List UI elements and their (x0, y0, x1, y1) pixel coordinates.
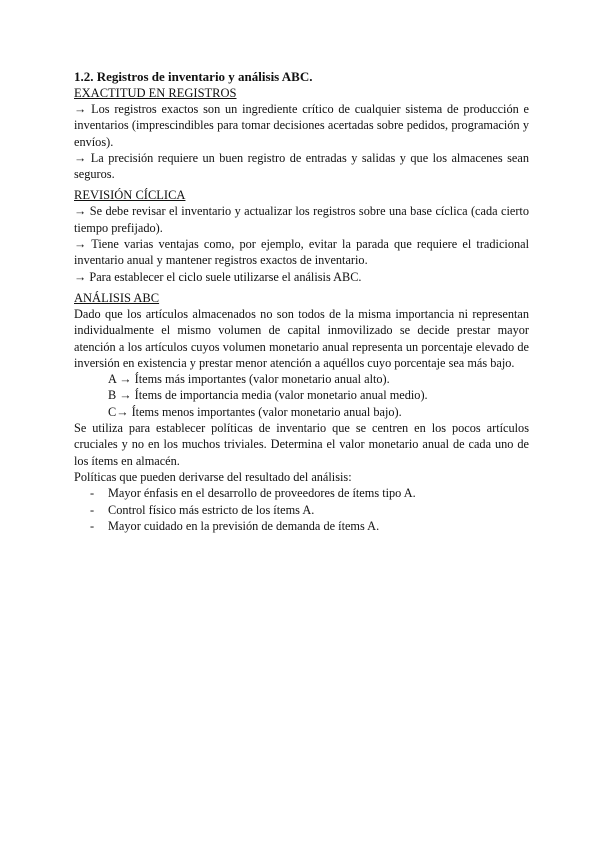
list-item: - Mayor cuidado en la previsión de demanda de ítems A. (90, 518, 380, 533)
heading-revision: REVISIÓN CÍCLICA (74, 188, 186, 203)
paragraph-exactitud-2: → La precisión requiere un buen registro de entradas y salidas y que los almacenes sean seguros. (74, 150, 529, 182)
class-a: A → Ítems más importantes (valor monetario anual alto). (108, 372, 390, 387)
paragraph-exactitud-1: → Los registros exactos son un ingrediente crítico de cualquier sistema de producción e inventarios (imprescindibles para tomar decisiones acertadas sobre pedidos, programación y envíos). (74, 102, 529, 149)
dash-marker: - (90, 502, 95, 517)
section-title: 1.2. Registros de inventario y análisis ABC. (74, 69, 313, 84)
heading-exactitud: EXACTITUD EN REGISTROS (74, 86, 237, 100)
heading-analisis: ANÁLISIS ABC (74, 290, 160, 305)
list-item: - Mayor énfasis en el desarrollo de proveedores de ítems tipo A. (90, 486, 416, 501)
paragraph-revision-1: → Se debe revisar el inventario y actualizar los registros sobre una base cíclica (cada cierto tiempo prefijado). (74, 204, 529, 235)
abc-classes (108, 371, 529, 420)
dash-marker: - (90, 518, 95, 533)
paragraph-analisis-usage: Se utiliza para establecer políticas de inventario que se centren en los pocos artículos cruciales y no en los muchos triviales. Determina el valor monetario anual de cada uno de los ítems en almacén. (74, 421, 529, 468)
paragraph-policies-intro: Políticas que pueden derivarse del resultado del análisis: (74, 469, 352, 484)
list-item: - Control físico más estricto de los ítems A. (90, 502, 315, 517)
paragraph-revision-3: → Para establecer el ciclo suele utilizarse el análisis ABC. (74, 269, 362, 284)
paragraph-analisis-intro: Dado que los artículos almacenados no son todos de la misma importancia ni representan individualmente el mismo volumen de capital inmovilizado se decide prestar mayor atención a los artículos cuyos volumen monetario anual representa un porcentaje elevado de inversión en existencia y prestar menor atención a aquéllos cuyo porcentaje sea más bajo. (74, 306, 529, 370)
policies-list (74, 485, 529, 534)
class-b: B → Ítems de importancia media (valor monetario anual medio). (108, 388, 428, 403)
dash-marker: - (90, 486, 95, 501)
paragraph-revision-2: → Tiene varias ventajas como, por ejemplo, evitar la parada que requiere el tradicional inventario anual y mantener registros exactos de inventario. (74, 237, 529, 268)
class-c: C→ Ítems menos importantes (valor monetario anual bajo). (108, 404, 402, 419)
